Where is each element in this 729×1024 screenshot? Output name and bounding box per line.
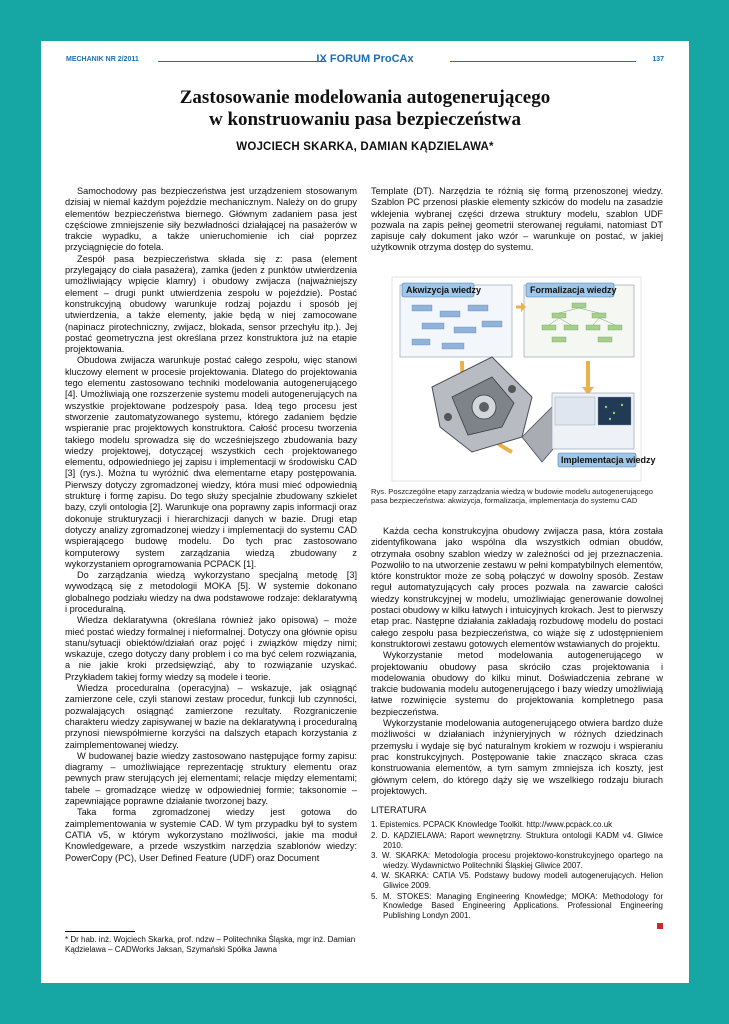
paragraph: Taka forma zgromadzonej wiedzy jest gotowa do zaimplementowania w systemie CAD. W tym przypadku był to system CATIA v5, w którym wykorzystano możliwości, jakie ma moduł Knowledgeware, a przede wszystkim narzędzia szablonów wiedzy: PowerCopy (PC), User Defined Feature (UDF) oraz Document	[65, 807, 357, 863]
figure-caption: Rys. Poszczególne etapy zarządzania wiedzą w budowie modelu autogenerującego pasa bezpieczeństwa: akwizycja, formalizacja, implementacja do systemu CAD	[371, 487, 653, 506]
footnote-rule	[65, 931, 135, 932]
paragraph: Do zarządzania wiedzą wykorzystano specjalną metodę [3] wywodzącą się z metodologii MOKA [5]. W systemie dokonano globalnego podziału wiedzy na dwa podstawowe rodzaje: deklaratywną i proceduralną.	[65, 570, 357, 614]
reference-item: 5. M. STOKES: Managing Engineering Knowledge; MOKA: Methodology for Knowledge Based Engineering Applications. Professional Engineering Publishing Londyn 2001.	[371, 891, 663, 920]
reference-item: 3. W. SKARKA: Metodologia procesu projektowo-konstrukcyjnego opartego na wiedzy. Wydawnictwo Politechniki Śląskiej Gliwice 2007.	[371, 851, 663, 870]
column-left	[65, 186, 357, 864]
title-line-2: w konstruowaniu pasa bezpieczeństwa	[209, 109, 521, 130]
reference-item: 2. D. KĄDZIELAWA: Raport wewnętrzny. Struktura ontologii KADM v4. Gliwice 2010.	[371, 831, 663, 850]
running-header	[66, 54, 664, 68]
section-title: IX FORUM ProCAx	[316, 53, 414, 65]
article-title	[41, 87, 689, 131]
author-footnote	[65, 931, 357, 955]
paragraph: Każda cecha konstrukcyjna obudowy zwijacza pasa, która została zidentyfikowana jako wspólna dla wszystkich odmian obudów, otrzymała osobny szablon wiedzy w zależności od jej przeznaczenia. Pozwoliło to na utworzenie zestawu w pełni kompatybilnych elementów, które konstruktor może ze sobą połączyć w dowolny sposób. Zestaw reguł automatyzujących cały proces pozwala na zawarcie całości wiedzy konstrukcyjnej w modelu, umożliwiając generowanie dowolnej postaci obudowy w kilku łatwych i intuicyjnych krokach. Jest to pierwszy etap prac. Następne działania zakładają rozbudowę modelu do postaci całego zespołu pasa bezpieczeństwa, co wiąże się z udostępnieniem konstruktorowi zestawu gotowych elementów wstawianych do projektu.	[371, 526, 663, 649]
article-authors: WOJCIECH SKARKA, DAMIAN KĄDZIELAWA*	[236, 141, 494, 153]
title-line-1: Zastosowanie modelowania autogenerującego	[179, 87, 551, 108]
column-right-top	[371, 186, 663, 254]
reference-item: 1. Epistemics. PCPACK Knowledge Toolkit. http://www.pcpack.co.uk	[371, 820, 613, 830]
reference-item: 4. W. SKARKA: CATIA V5. Podstawy budowy modeli autogenerujących. Helion Gliwice 2009.	[371, 871, 663, 890]
paragraph: Wykorzystanie metod modelowania autogenerującego w projektowaniu obudowy pasa skróciło czas projektowania i modelowania obudowy do kilku minut. Doświadczenia zebrane w trakcie budowania modelu autogenerującego i bazy wiedzy umożliwiają łatwe rozwinięcie systemu do projektowania kompletnego pasa bezpieczeństwa.	[371, 650, 663, 717]
formalization-label: Formalizacja wiedzy	[530, 285, 617, 295]
journal-page	[41, 41, 689, 983]
reference-list	[371, 820, 663, 920]
figure-graphic	[392, 277, 656, 481]
figure-knowledge-stages	[392, 277, 656, 481]
footnote-text: * Dr hab. inż. Wojciech Skarka, prof. ndzw – Politechnika Śląska, mgr inż. Damian Kądzielawa – CADWorks Jaksan, Szymański Spółka Jawna	[65, 935, 356, 954]
page-number: 137	[652, 56, 664, 63]
implementation-label: Implementacja wiedzy	[561, 455, 656, 465]
paragraph: Wykorzystanie modelowania autogenerującego otwiera bardzo duże możliwości w działaniach inżynieryjnych w różnych dziedzinach przemysłu i wydaje się być naturalnym krokiem w rozwoju i wspieraniu prac konstrukcyjnych. Postępowanie takie znacząco skraca czas konstruowania elementów, a tym samym zmniejsza ich koszty, jest głównym celem, do którego dąży się we wszelkiego rodzaju biurach projektowych.	[371, 718, 663, 796]
column-right-bottom	[371, 526, 663, 929]
paragraph: W budowanej bazie wiedzy zastosowano następujące formy zapisu: diagramy – umożliwiające reprezentację struktury elementu oraz pewnych praw sterujących jej elementami; relacje między elementami; tabele – gromadzące wiedzę w odpowiedniej formie; taksonomie – zapewniające poprawne działanie tworzonej bazy.	[65, 750, 357, 807]
acquisition-label: Akwizycja wiedzy	[406, 285, 482, 295]
paragraph: Wiedza deklaratywna (określana również jako opisowa) – może mieć postać wiedzy formalnej i nieformalnej. Dotyczy ona głównie opisu stanu/sytuacji obiektów/działań oraz pojęć i związków między nimi; wskazuje, czego dotyczy dany problem i co ma być celem rozwiązania, a nie jakie kroki przedsięwziąć, aby to rozwiązanie uzyskać. Przykładem takiej formy wiedzy są modele i teorie.	[65, 615, 357, 682]
paragraph: Template (DT). Narzędzia te różnią się formą przenoszonej wiedzy. Szablon PC przenosi płaskie elementy szkiców do modelu na zasadzie wklejenia wybranej części drzewa struktury modelu, szablon UDF pozwala na zapis pełnej geometrii sterowanej regułami, natomiast DT zapisuje cały dokument jako wzór – warunkuje on postać, w jakiej użytkownik otrzyma dostęp do systemu.	[371, 186, 663, 253]
literature-heading: LITERATURA	[371, 805, 427, 816]
paragraph: Samochodowy pas bezpieczeństwa jest urządzeniem stosowanym dzisiaj w niemal każdym pojeździe mechanicznym. Należy on do grupy elementów bezpieczeństwa biernego. Głównym zadaniem pasa jest częściowe zmniejszenie siły bezwładności działającej na pasażerów w trakcie wypadku, a także unieruchomienie ich ciał poprzez przyciągnięcie do fotela.	[65, 186, 357, 253]
header-rule-right	[450, 61, 636, 62]
paragraph: Zespół pasa bezpieczeństwa składa się z: pasa (element przylegający do ciała pasażera), zamka (jeden z punktów utwierdzenia umożliwiający wpięcie klamry) i obudowy zwijacza (najważniejszy element – drugi punkt utwierdzenia zespołu w pojeździe). Postać konstrukcyjną obudowy warunkuje rodzaj pojazdu i sposób jej utwierdzenia, a także elementy, jakie będą w niej zamocowane (napinacz pirotechniczny, zwijacz, blokada, sensor przechyłu itp.). Jej postać geometryczna jest określana przez konstruktora już na etapie projektowania.	[65, 253, 357, 355]
paragraph: Obudowa zwijacza warunkuje postać całego zespołu, więc stanowi kluczowy element w procesie projektowania. Dlatego do projektowania tego elementu zastosowano techniki modelowania autogenerującego [4]. Umożliwiają one rozszerzenie systemu modeli autogenerujących na wszystkie projektowane podzespoły pasa. Ideą tego procesu jest stworzenie zautomatyzowanego systemu, którego zadaniem będzie wspieranie prac projektowych konstruktora. Całość procesu tworzenia takiego modelu sprowadza się do wcześniejszego zbudowania bazy wiedzy projektowej, dotyczącej wszystkich cech projektowanego elementu, odpowiedniego jej zapisu i implementacji w środowisku CAD [3] (rys.). Można tu wyróżnić dwa elementarne etapy postępowania. Pierwszy dotyczy zgromadzonej wiedzy, która musi mieć odpowiednią strukturę i formę zapisu. Do tego służy specjalnie zbudowany szkielet bazy, czyli ontologia [2]. Warunkuje ona poprawny zapis informacji oraz dokonuje strukturyzacji i hierarchizacji danych w bazie. Drugi etap dotyczy analizy zgromadzonej wiedzy i implementacji do systemu CAD wspierającego budowę modelu. Do tych prac zastosowano komputerowy system zarządzania wiedzą zbudowany z wykorzystaniem oprogramowania PCPACK [1].	[65, 355, 357, 569]
journal-issue: MECHANIK NR 2/2011	[66, 56, 139, 63]
paragraph: Wiedza proceduralna (operacyjna) – wskazuje, jak osiągnąć zamierzone cele, czyli stanowi zestaw procedur, funkcji lub czynności, pozwalających osiągnąć zamierzone rezultaty. Rozgraniczenie charakteru wiedzy zapisywanej w bazie na deklaratywną i proceduralną przynosi niewspółmierne korzyści na dalszych etapach korzystania z zaimplementowanej wiedzy.	[65, 683, 357, 750]
end-of-article-mark	[657, 923, 663, 929]
